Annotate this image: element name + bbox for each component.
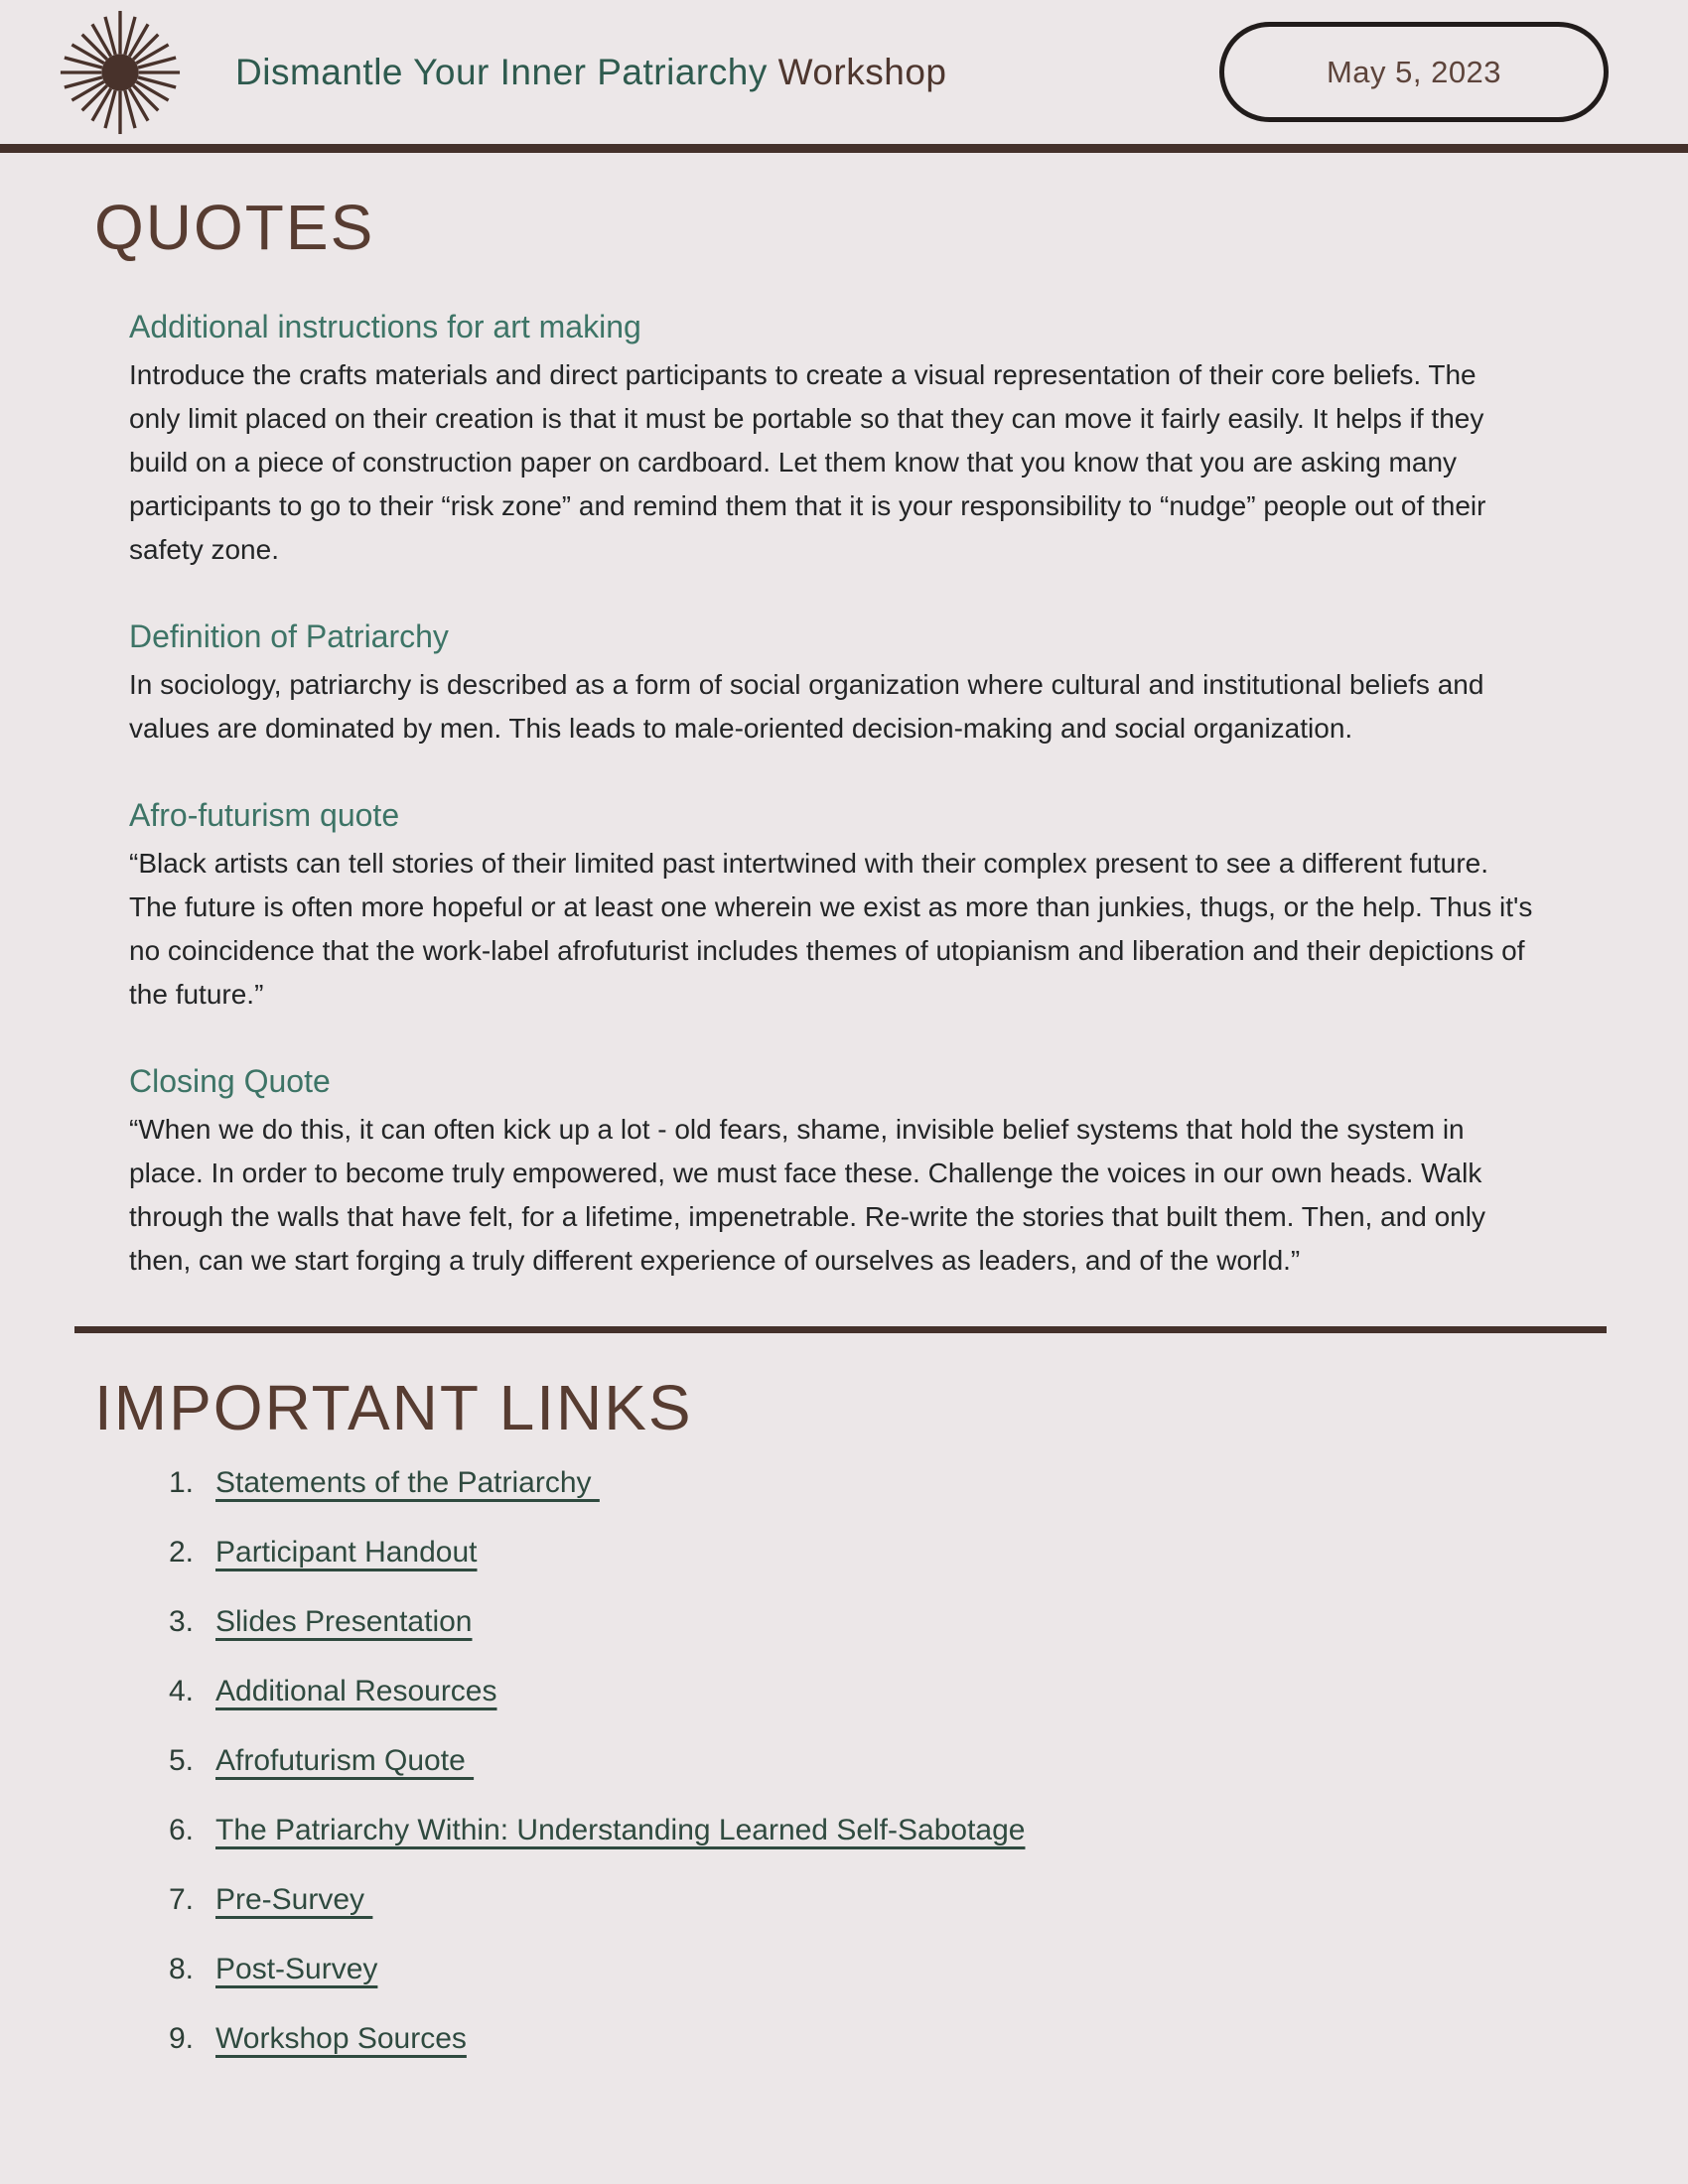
quotes-section-title: QUOTES [94,192,375,263]
list-item [169,1536,1688,1570]
date-badge [1219,22,1609,122]
link-slides-presentation[interactable]: Slides Presentation [215,1605,473,1638]
list-item-number: 9. [169,2022,195,2055]
link-additional-resources[interactable]: Additional Resources [215,1675,497,1707]
link-the-patriarchy-within[interactable]: The Patriarchy Within: Understanding Learned Self-Sabotage [215,1814,1026,1846]
page-header [0,0,1688,153]
list-item [169,2022,1688,2056]
workshop-title-suffix: Workshop [777,51,947,92]
list-item [169,1675,1688,1708]
quote-heading: Definition of Patriarchy [129,618,449,654]
quote-section-definition [129,617,1534,751]
quote-body: “Black artists can tell stories of their limited past intertwined with their complex present to see a different future. The future is often more hopeful or at least one wherein we exist as more than junkies, thugs, or the help. Thus it's no coincidence that the work-label afrofuturist includes themes of utopianism and liberation and their depictions of the future.” [129,848,1533,1010]
quote-body: Introduce the crafts materials and direct participants to create a visual representation of their core beliefs. The only limit placed on their creation is that it must be portable so that they can move it fairly easily. It helps if they build on a piece of construction paper on cardboard. Let them know that you know that you are asking many participants to go to their “risk zone” and remind them that it is your responsibility to “nudge” people out of their safety zone. [129,359,1486,565]
quote-body: In sociology, patriarchy is described as a form of social organization where cultural and institutional beliefs and values are dominated by men. This leads to male-oriented decision-making and social organization. [129,669,1484,744]
link-pre-survey[interactable]: Pre-Survey [215,1883,373,1916]
link-workshop-sources[interactable]: Workshop Sources [215,2022,467,2055]
list-item [169,1605,1688,1639]
quote-section-art-making [129,308,1534,572]
link-statements-of-the-patriarchy[interactable]: Statements of the Patriarchy [215,1466,600,1499]
list-item-number: 2. [169,1536,195,1569]
workshop-title-main: Dismantle Your Inner Patriarchy [235,51,778,92]
list-item [169,1744,1688,1778]
starburst-logo-icon [57,8,184,137]
workshop-title [235,52,946,93]
list-item-number: 6. [169,1814,195,1846]
list-item [169,1814,1688,1847]
list-item [169,1466,1688,1500]
quote-body: “When we do this, it can often kick up a lot - old fears, shame, invisible belief systems that hold the system in place. In order to become truly empowered, we must face these. Challenge the voices in our own heads. Walk through the walls that have felt, for a lifetime, impenetrable. Re-write the stories that built them. Then, and only then, can we start forging a truly different experience of ourselves as leaders, and of the world.” [129,1114,1485,1276]
list-item-number: 7. [169,1883,195,1916]
link-afrofuturism-quote[interactable]: Afrofuturism Quote [215,1744,475,1777]
link-participant-handout[interactable]: Participant Handout [215,1536,478,1569]
section-divider [74,1326,1607,1333]
important-links-list [169,1466,1688,2056]
list-item-number: 5. [169,1744,195,1777]
link-post-survey[interactable]: Post-Survey [215,1953,378,1985]
list-item-number: 8. [169,1953,195,1985]
quote-section-closing [129,1062,1534,1283]
list-item-number: 4. [169,1675,195,1707]
list-item-number: 1. [169,1466,195,1499]
list-item [169,1953,1688,1986]
quote-section-afrofuturism [129,796,1534,1017]
quote-heading: Additional instructions for art making [129,309,641,344]
important-links-section-title: IMPORTANT LINKS [94,1372,693,1443]
quote-heading: Afro-futurism quote [129,797,400,833]
list-item-number: 3. [169,1605,195,1638]
list-item [169,1883,1688,1917]
quote-heading: Closing Quote [129,1063,331,1099]
date-label: May 5, 2023 [1326,54,1502,89]
